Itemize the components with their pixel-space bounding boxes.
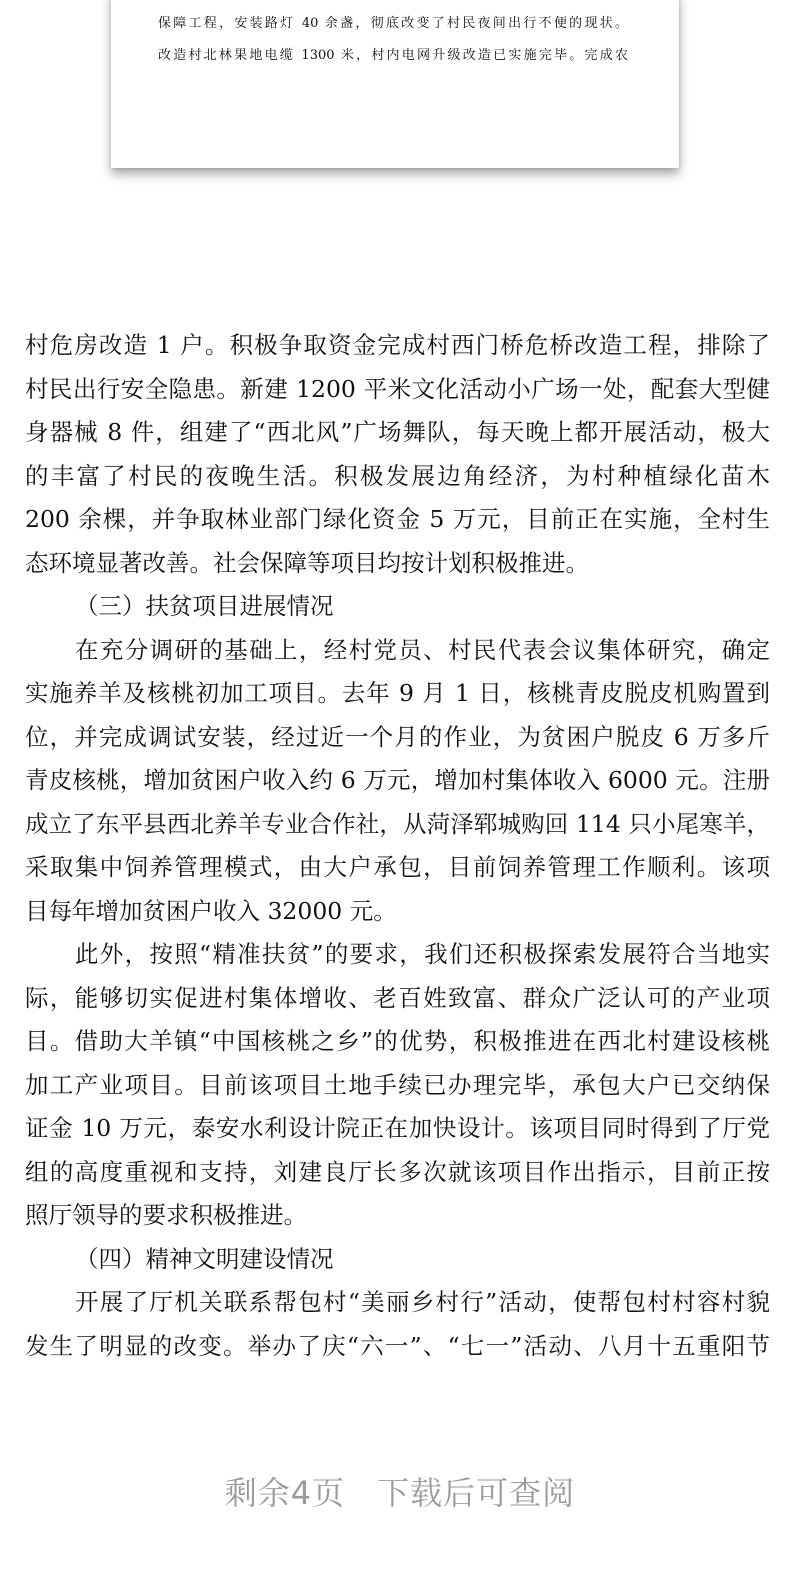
text-line: 组的高度重视和支持，刘建良厅长多次就该项目作出指示，目前正按	[25, 1157, 770, 1186]
preview-text-line: 改造村北林果地电缆 1300 米，村内电网升级改造已实施完毕。完成农	[158, 48, 628, 63]
text-line: 实施养羊及核桃初加工项目。去年 9 月 1 日，核桃青皮脱皮机购置到	[25, 679, 770, 707]
text-line: 成立了东平县西北养羊专业合作社，从菏泽郓城购回 114 只小尾寒羊，	[25, 809, 770, 838]
text-line: 青皮核桃，增加贫困户收入约 6 万元，增加村集体收入 6000 元。注册	[25, 766, 770, 794]
text-line: 开展了厅机关联系帮包村“美丽乡村行”活动，使帮包村村容村貌	[75, 1288, 770, 1316]
text-line: 加工产业项目。目前该项目土地手续已办理完毕，承包大户已交纳保	[25, 1070, 770, 1099]
preview-text-line: 保障工程，安装路灯 40 余盏，彻底改变了村民夜间出行不便的现状。	[158, 16, 628, 31]
text-line: 身器械 8 件，组建了“西北风”广场舞队，每天晚上都开展活动，极大	[25, 418, 770, 446]
download-prompt-label: 下载后可查阅	[377, 1474, 576, 1512]
remaining-pages-label: 剩余4页	[224, 1474, 346, 1512]
section-heading: （四）精神文明建设情况	[75, 1244, 334, 1273]
text-line: 采取集中饲养管理模式，由大户承包，目前饲养管理工作顺利。该项	[25, 853, 770, 881]
text-line: 位，并完成调试安装，经过近一个月的作业，为贫困户脱皮 6 万多斤	[25, 722, 770, 751]
section-heading: （三）扶贫项目进展情况	[75, 592, 334, 620]
text-line: 此外，按照“精准扶贫”的要求，我们还积极探索发展符合当地实	[75, 940, 770, 968]
download-to-read-more-link[interactable]	[0, 1468, 800, 1514]
text-line: 态环境显著改善。社会保障等项目均按计划积极推进。	[25, 548, 589, 577]
document-body	[25, 324, 770, 1368]
text-line: 目每年增加贫困户收入 32000 元。	[25, 896, 397, 925]
text-line: 在充分调研的基础上，经村党员、村民代表会议集体研究，确定	[75, 635, 770, 664]
text-line: 的丰富了村民的夜晚生活。积极发展边角经济，为村种植绿化苗木	[25, 461, 770, 490]
text-line: 200 余棵，并争取林业部门绿化资金 5 万元，目前正在实施，全村生	[25, 505, 770, 533]
text-line: 发生了明显的改变。举办了庆“六一”、“七一”活动、八月十五重阳节	[25, 1331, 770, 1360]
text-line: 证金 10 万元，泰安水利设计院正在加快设计。该项目同时得到了厅党	[25, 1114, 770, 1142]
text-line: 目。借助大羊镇“中国核桃之乡”的优势，积极推进在西北村建设核桃	[25, 1027, 770, 1055]
text-line: 照厅领导的要求积极推进。	[25, 1201, 307, 1229]
text-line: 村民出行安全隐患。新建 1200 平米文化活动小广场一处，配套大型健	[25, 374, 770, 403]
text-line: 际，能够切实促进村集体增收、老百姓致富、群众广泛认可的产业项	[25, 983, 770, 1012]
document-preview-card	[111, 0, 679, 168]
text-line: 村危房改造 1 户。积极争取资金完成村西门桥危桥改造工程，排除了	[25, 331, 770, 359]
